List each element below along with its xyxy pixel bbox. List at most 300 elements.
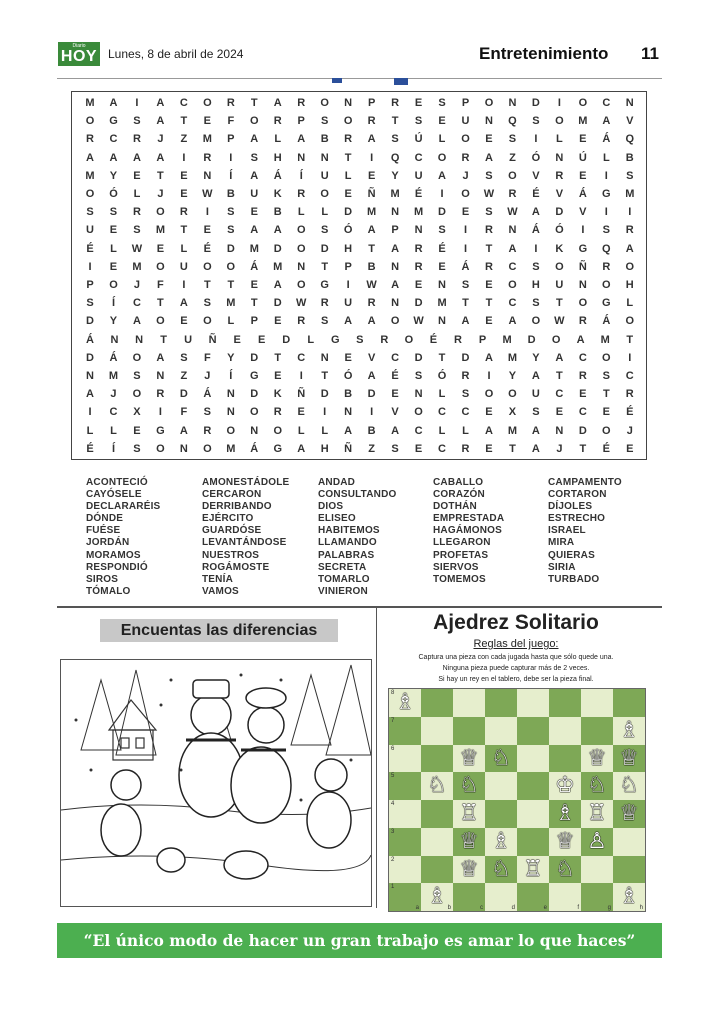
grid-letter: B bbox=[273, 206, 282, 219]
board-square[interactable] bbox=[485, 800, 517, 828]
grid-letter: X bbox=[133, 406, 141, 419]
chess-piece[interactable]: ♗ bbox=[491, 828, 511, 854]
grid-letter: A bbox=[86, 388, 94, 401]
grid-letter: I bbox=[581, 224, 585, 237]
grid-letter: E bbox=[203, 115, 212, 128]
grid-letter: I bbox=[229, 151, 233, 164]
grid-row bbox=[80, 240, 640, 259]
board-square[interactable] bbox=[549, 717, 581, 745]
grid-letter: O bbox=[296, 279, 306, 291]
grid-letter: D bbox=[578, 424, 587, 437]
grid-letter: G bbox=[156, 424, 165, 437]
board-square[interactable] bbox=[485, 717, 517, 745]
grid-letter: Á bbox=[109, 351, 118, 364]
grid-letter: M bbox=[108, 370, 119, 382]
grid-letter: O bbox=[404, 333, 414, 346]
grid-letter: N bbox=[110, 333, 119, 346]
quote-banner: “El único modo de hacer un gran trabajo es amar lo que haces” bbox=[57, 923, 662, 958]
snowmen-illustration bbox=[61, 660, 371, 906]
board-square[interactable] bbox=[389, 856, 421, 884]
grid-letter: R bbox=[297, 188, 306, 200]
grid-letter: A bbox=[273, 279, 282, 291]
grid-letter: G bbox=[109, 115, 118, 128]
grid-letter: U bbox=[320, 169, 329, 182]
grid-letter: U bbox=[184, 333, 193, 346]
grid-letter: O bbox=[85, 115, 95, 128]
grid-letter: I bbox=[135, 97, 139, 109]
grid-letter: S bbox=[180, 351, 188, 364]
grid-letter: U bbox=[555, 279, 564, 291]
word-list-item: VAMOS bbox=[202, 585, 239, 597]
grid-row bbox=[80, 112, 640, 131]
grid-letter: E bbox=[133, 424, 141, 437]
grid-letter: T bbox=[250, 297, 258, 310]
chess-title: Ajedrez Solitario bbox=[433, 611, 599, 634]
grid-letter: Q bbox=[390, 151, 400, 164]
grid-letter: R bbox=[132, 206, 141, 219]
grid-letter: X bbox=[508, 406, 517, 419]
word-list-item: ESTRECHO bbox=[548, 513, 606, 525]
grid-letter: T bbox=[180, 224, 188, 237]
grid-letter: O bbox=[320, 97, 329, 109]
word-list-item: TENÍA bbox=[202, 573, 233, 585]
grid-letter: R bbox=[380, 333, 389, 346]
board-square[interactable] bbox=[453, 883, 485, 911]
grid-letter: U bbox=[461, 115, 470, 128]
chess-piece[interactable]: ♗ bbox=[427, 884, 447, 910]
grid-row bbox=[80, 367, 640, 386]
grid-letter: O bbox=[156, 315, 165, 328]
grid-letter: M bbox=[437, 297, 447, 310]
grid-letter: L bbox=[344, 169, 352, 182]
grid-letter: U bbox=[531, 388, 540, 401]
grid-letter: Ñ bbox=[208, 333, 217, 346]
board-square[interactable] bbox=[517, 772, 549, 800]
file-label: d bbox=[511, 905, 515, 912]
chess-piece[interactable]: ♕ bbox=[459, 828, 479, 854]
word-list-column-2 bbox=[202, 477, 289, 598]
grid-letter: E bbox=[438, 260, 446, 273]
grid-letter: Í bbox=[111, 442, 115, 455]
chess-piece[interactable]: ♘ bbox=[587, 773, 607, 799]
grid-letter: P bbox=[461, 97, 470, 109]
grid-letter: J bbox=[462, 169, 469, 182]
grid-letter: E bbox=[258, 333, 266, 346]
board-square[interactable] bbox=[421, 800, 453, 828]
grid-letter: E bbox=[579, 169, 587, 182]
grid-letter: O bbox=[555, 260, 564, 273]
grid-letter: Á bbox=[602, 315, 611, 328]
word-list-item: MIRA bbox=[548, 537, 575, 549]
grid-letter: M bbox=[390, 188, 400, 200]
grid-letter: A bbox=[109, 97, 118, 109]
snowmen-coloring-illustration bbox=[60, 659, 372, 907]
grid-letter: O bbox=[625, 315, 635, 328]
chess-piece[interactable]: ♗ bbox=[619, 717, 639, 743]
grid-letter: L bbox=[462, 424, 469, 437]
grid-letter: O bbox=[602, 351, 611, 364]
chess-piece[interactable]: ♙ bbox=[587, 828, 607, 854]
grid-letter: C bbox=[132, 297, 141, 310]
chess-rule: Captura una pieza con cada jugada hasta que sólo quede una. bbox=[418, 654, 614, 661]
grid-letter: A bbox=[132, 315, 141, 328]
file-label: f bbox=[577, 905, 579, 912]
grid-letter: A bbox=[625, 242, 634, 255]
grid-letter: N bbox=[320, 351, 329, 364]
grid-letter: D bbox=[179, 388, 188, 401]
grid-letter: D bbox=[344, 206, 353, 219]
grid-letter: M bbox=[578, 115, 588, 128]
grid-letter: É bbox=[438, 242, 446, 255]
grid-letter: N bbox=[391, 206, 400, 219]
grid-letter: N bbox=[86, 370, 94, 382]
grid-letter: O bbox=[602, 279, 611, 291]
word-list-item: LEVANTÁNDOSE bbox=[202, 537, 287, 549]
grid-letter: Ú bbox=[578, 151, 587, 164]
grid-letter: D bbox=[282, 333, 291, 346]
board-square[interactable] bbox=[581, 717, 613, 745]
grid-letter: C bbox=[508, 260, 517, 273]
grid-letter: O bbox=[250, 406, 259, 419]
grid-letter: L bbox=[297, 424, 305, 437]
grid-letter: S bbox=[250, 151, 258, 164]
grid-letter: O bbox=[203, 260, 212, 273]
chess-piece[interactable]: ♕ bbox=[619, 801, 639, 826]
grid-letter: T bbox=[602, 388, 610, 401]
grid-row bbox=[80, 94, 640, 113]
board-square[interactable] bbox=[389, 772, 421, 800]
word-list-item: CONSULTANDO bbox=[318, 489, 397, 501]
chess-piece[interactable]: ♕ bbox=[459, 745, 479, 771]
grid-letter: E bbox=[250, 279, 258, 291]
grid-letter: A bbox=[508, 315, 517, 328]
grid-letter: R bbox=[344, 133, 353, 146]
board-square[interactable] bbox=[421, 689, 453, 717]
grid-letter: Z bbox=[180, 370, 188, 382]
grid-letter: M bbox=[249, 242, 259, 255]
chess-piece[interactable]: ♘ bbox=[491, 745, 511, 771]
grid-letter: O bbox=[296, 242, 306, 255]
word-list-item: ELISEO bbox=[318, 513, 356, 525]
grid-letter: R bbox=[625, 224, 634, 237]
grid-letter: E bbox=[579, 388, 587, 401]
board-square[interactable] bbox=[485, 689, 517, 717]
grid-letter: D bbox=[320, 388, 329, 401]
grid-letter: R bbox=[156, 388, 165, 401]
grid-letter: C bbox=[578, 406, 587, 419]
grid-letter: S bbox=[461, 279, 470, 291]
grid-letter: E bbox=[109, 260, 118, 273]
grid-letter: M bbox=[273, 260, 283, 273]
board-square[interactable] bbox=[517, 745, 549, 773]
board-square[interactable] bbox=[517, 800, 549, 828]
grid-letter: D bbox=[273, 242, 282, 255]
word-list-item: DOTHÁN bbox=[433, 501, 477, 513]
grid-letter: Ó bbox=[437, 370, 447, 382]
grid-letter: A bbox=[156, 351, 165, 364]
board-square[interactable] bbox=[613, 856, 645, 884]
grid-letter: R bbox=[578, 315, 587, 328]
grid-letter: V bbox=[555, 188, 564, 200]
chess-piece[interactable]: ♔ bbox=[555, 773, 575, 799]
grid-letter: E bbox=[156, 242, 165, 255]
grid-letter: O bbox=[296, 224, 306, 237]
word-list-item: TURBADO bbox=[548, 573, 600, 585]
grid-letter: T bbox=[227, 279, 235, 291]
word-search-grid bbox=[71, 91, 647, 460]
chess-piece[interactable]: ♖ bbox=[459, 801, 479, 826]
grid-letter: T bbox=[321, 370, 329, 382]
grid-letter: K bbox=[273, 188, 282, 200]
grid-letter: L bbox=[110, 424, 117, 437]
chess-piece[interactable]: ♗ bbox=[395, 690, 415, 715]
word-list-item: GUARDÓSE bbox=[202, 525, 262, 537]
grid-letter: E bbox=[180, 169, 188, 182]
grid-letter: E bbox=[274, 370, 282, 382]
grid-letter: N bbox=[250, 424, 259, 437]
word-list-column-1 bbox=[86, 477, 160, 598]
grid-letter: Z bbox=[180, 133, 188, 146]
grid-letter: D bbox=[414, 297, 423, 310]
section-title: Entretenimiento bbox=[479, 44, 609, 63]
grid-letter: D bbox=[461, 351, 470, 364]
grid-letter: O bbox=[551, 333, 561, 346]
word-list-item: DÍJOLES bbox=[548, 501, 593, 513]
grid-letter: G bbox=[320, 279, 329, 291]
grid-letter: I bbox=[158, 406, 162, 419]
grid-letter: C bbox=[297, 351, 306, 364]
board-square[interactable] bbox=[517, 828, 549, 856]
grid-letter: E bbox=[485, 406, 493, 419]
board-square[interactable] bbox=[549, 883, 581, 911]
chess-piece[interactable]: ♕ bbox=[459, 856, 479, 882]
grid-letter: D bbox=[438, 206, 446, 219]
board-square[interactable] bbox=[517, 689, 549, 717]
grid-row bbox=[80, 440, 640, 459]
grid-letter: C bbox=[109, 406, 118, 419]
word-list-item: NUESTROS bbox=[202, 549, 260, 561]
grid-letter: O bbox=[414, 406, 423, 419]
grid-letter: O bbox=[602, 424, 611, 437]
board-square[interactable] bbox=[453, 717, 485, 745]
grid-letter: L bbox=[438, 388, 446, 401]
grid-letter: T bbox=[438, 351, 446, 364]
grid-letter: O bbox=[578, 97, 588, 109]
grid-letter: I bbox=[370, 406, 374, 419]
grid-letter: M bbox=[202, 133, 212, 146]
grid-letter: T bbox=[509, 442, 516, 455]
rank-label: 1 bbox=[391, 884, 395, 891]
grid-letter: A bbox=[508, 242, 517, 255]
chess-piece[interactable]: ♘ bbox=[427, 773, 447, 799]
grid-letter: I bbox=[88, 406, 92, 419]
grid-letter: E bbox=[414, 442, 423, 455]
chess-piece[interactable]: ♕ bbox=[587, 745, 607, 771]
word-list-item: PALABRAS bbox=[318, 549, 375, 561]
grid-letter: A bbox=[273, 224, 282, 237]
chess-piece[interactable]: ♕ bbox=[619, 745, 639, 771]
grid-letter: T bbox=[556, 297, 563, 310]
grid-letter: E bbox=[109, 224, 118, 237]
grid-letter: K bbox=[273, 388, 282, 401]
grid-letter: C bbox=[438, 406, 446, 419]
grid-letter: N bbox=[414, 224, 423, 237]
board-square[interactable] bbox=[517, 883, 549, 911]
chess-piece[interactable]: ♘ bbox=[555, 856, 575, 882]
board-square[interactable] bbox=[453, 689, 485, 717]
grid-letter: E bbox=[250, 206, 258, 219]
grid-letter: T bbox=[391, 115, 399, 128]
chess-piece[interactable]: ♖ bbox=[587, 801, 607, 826]
word-list-item: SECRETA bbox=[318, 561, 367, 573]
grid-letter: O bbox=[461, 188, 470, 200]
grid-letter: D bbox=[367, 388, 376, 401]
grid-letter: G bbox=[602, 188, 611, 200]
rank-label: 5 bbox=[391, 773, 395, 780]
board-square[interactable] bbox=[421, 828, 453, 856]
grid-letter: S bbox=[532, 406, 540, 419]
grid-row bbox=[80, 312, 640, 331]
grid-letter: J bbox=[157, 133, 164, 146]
board-square[interactable] bbox=[613, 828, 645, 856]
board-square[interactable] bbox=[485, 772, 517, 800]
grid-letter: Ñ bbox=[297, 388, 306, 401]
grid-letter: Y bbox=[227, 351, 235, 364]
grid-letter: T bbox=[321, 260, 329, 273]
chess-piece[interactable]: ♘ bbox=[619, 773, 639, 799]
grid-letter: R bbox=[453, 333, 462, 346]
grid-letter: M bbox=[85, 97, 95, 109]
grid-letter: Á bbox=[86, 333, 94, 346]
grid-letter: S bbox=[203, 297, 212, 310]
grid-letter: N bbox=[135, 333, 144, 346]
grid-letter: E bbox=[180, 315, 188, 328]
page-number: 11 bbox=[641, 44, 659, 63]
board-square[interactable] bbox=[421, 856, 453, 884]
file-label: e bbox=[543, 905, 547, 912]
grid-letter: R bbox=[414, 260, 423, 273]
grid-letter: L bbox=[133, 188, 141, 200]
word-list-item: SIRIA bbox=[548, 561, 576, 573]
grid-letter: N bbox=[391, 260, 400, 273]
chess-rule: Si hay un rey en el tablero, debe ser la pieza final. bbox=[438, 676, 594, 683]
board-square[interactable] bbox=[549, 689, 581, 717]
board-square[interactable] bbox=[581, 856, 613, 884]
grid-letter: A bbox=[109, 151, 118, 164]
grid-letter: R bbox=[367, 115, 376, 128]
grid-letter: D bbox=[555, 206, 564, 219]
grid-letter: R bbox=[602, 260, 611, 273]
grid-letter: S bbox=[508, 133, 517, 146]
grid-row bbox=[80, 149, 640, 168]
grid-letter: Í bbox=[111, 297, 115, 310]
grid-letter: L bbox=[626, 297, 634, 310]
grid-letter: A bbox=[484, 424, 493, 437]
grid-letter: U bbox=[414, 169, 423, 182]
grid-letter: S bbox=[602, 370, 610, 382]
grid-letter: E bbox=[414, 279, 423, 291]
grid-letter: R bbox=[414, 242, 423, 255]
grid-letter: A bbox=[86, 151, 94, 164]
chess-piece[interactable]: ♖ bbox=[523, 856, 543, 882]
grid-letter: E bbox=[344, 351, 352, 364]
board-square[interactable] bbox=[389, 745, 421, 773]
board-square[interactable] bbox=[485, 883, 517, 911]
grid-letter: Í bbox=[299, 169, 303, 182]
grid-letter: I bbox=[463, 224, 468, 237]
chess-piece[interactable]: ♕ bbox=[555, 828, 575, 854]
rank-label: 7 bbox=[391, 717, 395, 724]
board-square[interactable] bbox=[517, 717, 549, 745]
grid-letter: C bbox=[625, 370, 634, 382]
grid-letter: E bbox=[602, 406, 610, 419]
grid-letter: S bbox=[461, 388, 470, 401]
grid-letter: R bbox=[226, 97, 235, 109]
grid-letter: É bbox=[391, 370, 399, 382]
grid-letter: B bbox=[367, 260, 376, 273]
grid-letter: L bbox=[438, 133, 446, 146]
chess-piece[interactable]: ♗ bbox=[555, 801, 575, 826]
chess-piece[interactable]: ♗ bbox=[619, 884, 639, 910]
grid-letter: Ú bbox=[414, 133, 423, 146]
grid-letter: O bbox=[250, 115, 259, 128]
grid-letter: B bbox=[320, 133, 329, 146]
board-square[interactable] bbox=[421, 745, 453, 773]
grid-letter: I bbox=[557, 97, 561, 109]
grid-letter: J bbox=[133, 279, 140, 291]
grid-letter: A bbox=[531, 424, 540, 437]
grid-letter: N bbox=[508, 224, 517, 237]
grid-letter: A bbox=[132, 151, 141, 164]
grid-letter: C bbox=[461, 406, 470, 419]
grid-letter: G bbox=[331, 333, 340, 346]
issue-date: Lunes, 8 de abril de 2024 bbox=[108, 47, 244, 61]
word-list-item: DECLARARÉIS bbox=[86, 501, 161, 513]
rank-label: 4 bbox=[391, 801, 395, 807]
grid-letter: T bbox=[579, 442, 587, 455]
board-square[interactable] bbox=[421, 717, 453, 745]
chess-piece[interactable]: ♘ bbox=[491, 856, 511, 882]
grid-letter: L bbox=[321, 206, 329, 219]
grid-letter: T bbox=[485, 242, 493, 255]
board-square[interactable] bbox=[581, 883, 613, 911]
grid-letter: H bbox=[320, 442, 329, 455]
board-square[interactable] bbox=[613, 689, 645, 717]
grid-letter: A bbox=[273, 97, 282, 109]
grid-letter: W bbox=[413, 315, 424, 328]
file-label: b bbox=[447, 905, 451, 912]
grid-letter: J bbox=[626, 424, 633, 437]
board-square[interactable] bbox=[389, 717, 421, 745]
grid-letter: S bbox=[485, 169, 493, 182]
grid-letter: G bbox=[578, 242, 588, 255]
grid-letter: H bbox=[344, 242, 353, 255]
grid-letter: E bbox=[461, 206, 470, 219]
board-square[interactable] bbox=[389, 828, 421, 856]
board-square[interactable] bbox=[389, 883, 421, 911]
board-square[interactable] bbox=[581, 689, 613, 717]
grid-letter: É bbox=[86, 442, 94, 455]
grid-letter: M bbox=[367, 206, 377, 219]
board-square[interactable] bbox=[549, 745, 581, 773]
grid-letter: O bbox=[156, 260, 165, 273]
chess-piece[interactable]: ♘ bbox=[459, 773, 479, 799]
grid-letter: N bbox=[555, 424, 564, 437]
grid-letter: T bbox=[344, 151, 352, 164]
grid-letter: R bbox=[508, 188, 517, 200]
board-square[interactable] bbox=[389, 800, 421, 828]
grid-letter: A bbox=[484, 351, 493, 364]
